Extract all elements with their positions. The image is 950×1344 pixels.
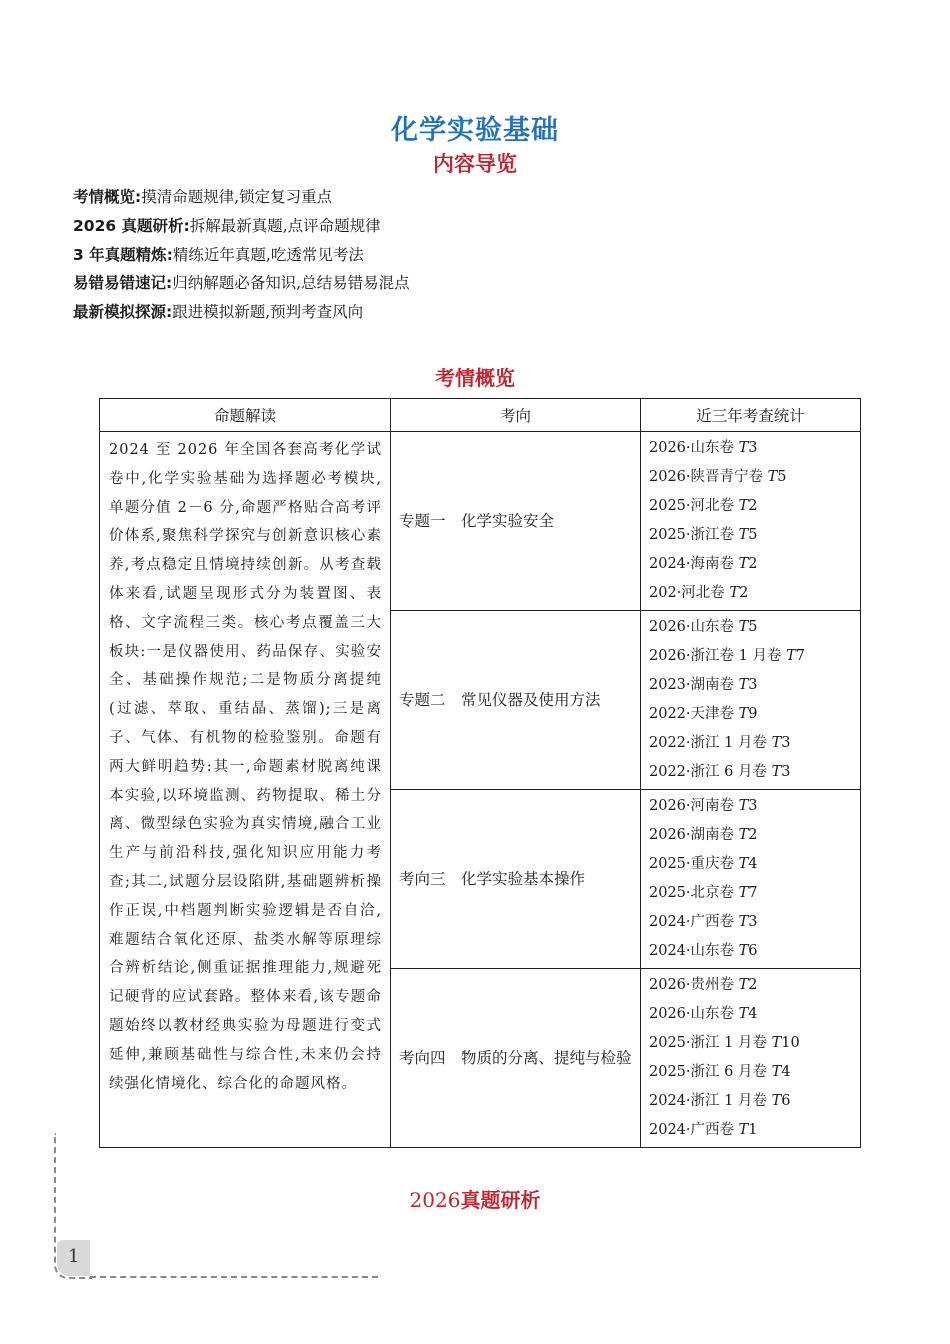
- stat-entry: 2025·浙江 6 月卷 T4: [649, 1064, 791, 1080]
- topic-cell: 专题二 常见仪器及使用方法: [391, 611, 641, 790]
- page-title: 化学实验基础: [391, 115, 559, 146]
- stat-entry: 2022·天津卷 T9: [649, 706, 758, 722]
- interpretation-cell: 2024 至 2026 年全国各套高考化学试卷中,化学实验基础为选择题必考模块,单题分值 2－6 分,命题严格贴合高考评价体系,聚焦科学探究与创新意识核心素养,考点稳定且情境持续创新。从考查载体来看,试题呈现形式分为装置图、表格、文字流程三类。核心考点覆盖三大板块:一是仪器使用、药品保存、实验安全、基础操作规范;二是物质分离提纯(过滤、萃取、重结晶、蒸馏);三是离子、气体、有机物的检验鉴别。命题有两大鲜明趋势:其一,命题素材脱离纯课本实验,以环境监测、药物提取、稀土分离、微型绿色实验为真实情境,融合工业生产与前沿科技,强化知识应用能力考查;其二,试题分层设陷阱,基础题辨析操作正误,中档题判断实验逻辑是否自洽,难题结合氧化还原、盐类水解等原理综合辨析结论,侧重证据推理能力,规避死记硬背的应试套路。整体来看,该专题命题始终以教材经典实验为母题进行变式延伸,兼顾基础性与综合性,未来仍会持续强化情境化、综合化的命题风格。: [100, 432, 391, 1148]
- overview-key: 2026 真题研析: [73, 216, 184, 235]
- overview-item: 最新模拟探源:跟进模拟新题,预判考查风向: [73, 303, 364, 322]
- stats-cell: [641, 790, 861, 969]
- stat-entry: 2022·浙江 6 月卷 T3: [649, 764, 791, 780]
- stat-entry: 2024·海南卷 T2: [649, 556, 758, 572]
- stat-entry: 2025·浙江 1 月卷 T10: [649, 1035, 800, 1051]
- section-heading-overview: 考情概览: [435, 366, 515, 390]
- overview-item: 3 年真题精炼:精练近年真题,吃透常见考法: [73, 245, 364, 264]
- stats-cell: [641, 969, 861, 1148]
- topic-cell: 专题一 化学实验安全: [391, 432, 641, 611]
- content-overview-list: [73, 183, 410, 327]
- overview-text: 摸清命题规律,锁定复习重点: [141, 188, 333, 206]
- stat-entry: 2024·山东卷 T6: [649, 943, 758, 959]
- stat-entry: 2026·山东卷 T3: [649, 440, 758, 456]
- stat-entry: 2024·广西卷 T3: [649, 914, 758, 930]
- stat-entry: 2023·湖南卷 T3: [649, 677, 758, 693]
- overview-key: 3 年真题精炼: [73, 245, 167, 264]
- page-footer-dashline: [90, 1276, 378, 1278]
- stat-entry: 2025·河北卷 T2: [649, 498, 758, 514]
- stat-entry: 2026·贵州卷 T2: [649, 977, 758, 993]
- topic-cell: 考向四 物质的分离、提纯与检验: [391, 969, 641, 1148]
- header-direction: 考向: [391, 399, 641, 432]
- overview-text: 跟进模拟新题,预判考查风向: [172, 303, 364, 322]
- overview-text: 精练近年真题,吃透常见考法: [172, 245, 364, 264]
- overview-key: 易错易错速记: [73, 274, 167, 293]
- page-subtitle: 内容导览: [433, 152, 517, 176]
- overview-item: 易错易错速记:归纳解题必备知识,总结易错易混点: [73, 274, 410, 293]
- section-heading-real-exam: 2026真题研析: [409, 1188, 541, 1212]
- stat-entry: 2026·山东卷 T4: [649, 1006, 758, 1022]
- overview-key: 最新模拟探源: [73, 303, 167, 322]
- stat-entry: 2025·浙江卷 T5: [649, 527, 758, 543]
- stat-entry: 2024·浙江 1 月卷 T6: [649, 1093, 791, 1109]
- table-row: [100, 432, 861, 611]
- stat-entry: 2026·山东卷 T5: [649, 619, 758, 635]
- stat-entry: 2026·湖南卷 T2: [649, 827, 758, 843]
- overview-text: 拆解最新真题,点评命题规律: [189, 216, 381, 235]
- overview-item: 考情概览:摸清命题规律,锁定复习重点: [73, 188, 333, 206]
- overview-text: 归纳解题必备知识,总结易错易混点: [172, 274, 410, 293]
- exam-analysis-table: [99, 398, 861, 1148]
- table-header-row: [100, 399, 861, 432]
- stat-entry: 2025·北京卷 T7: [649, 885, 758, 901]
- overview-item: 2026 真题研析:拆解最新真题,点评命题规律: [73, 216, 381, 235]
- stat-entry: 2022·浙江 1 月卷 T3: [649, 735, 791, 751]
- page-number: 1: [68, 1246, 80, 1267]
- stat-entry: 2026·浙江卷 1 月卷 T7: [649, 648, 805, 664]
- stats-cell: [641, 432, 861, 611]
- header-statistics: 近三年考查统计: [641, 399, 861, 432]
- stat-entry: 2026·陕晋青宁卷 T5: [649, 469, 787, 485]
- stat-entry: 202·河北卷 T2: [649, 585, 749, 601]
- stat-entry: 2024·广西卷 T1: [649, 1122, 758, 1138]
- overview-key: 考情概览: [73, 188, 136, 206]
- topic-cell: 考向三 化学实验基本操作: [391, 790, 641, 969]
- stats-cell: [641, 611, 861, 790]
- stat-entry: 2026·河南卷 T3: [649, 798, 758, 814]
- header-interpretation: 命题解读: [100, 399, 391, 432]
- stat-entry: 2025·重庆卷 T4: [649, 856, 758, 872]
